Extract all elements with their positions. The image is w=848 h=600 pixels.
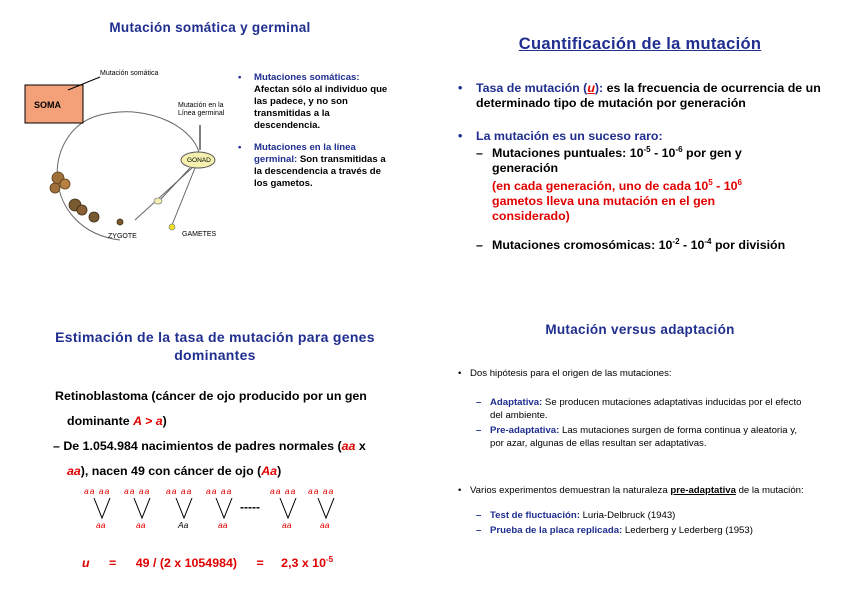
soma-label: SOMA — [34, 100, 61, 110]
germline-diagram-svg — [20, 60, 240, 250]
q4-sub-replica: – Prueba de la placa replicada: Lederberg y Lederberg (1953) — [476, 525, 753, 536]
gametes-label: GAMETES — [182, 231, 217, 238]
child-1: aa — [96, 520, 106, 530]
q4-sub-fluctuation: – Test de fluctuación: Luria-Delbruck (1943) — [476, 510, 676, 521]
child-4: aa — [218, 520, 228, 530]
gonad-label: GONAD — [187, 157, 211, 164]
parents-row-2: aa aa — [124, 486, 151, 496]
sub-point-mutations: – Mutaciones puntuales: $10^{-5} - 10^{-6}$ por gen y generación (en cada generación, uno de cada $10^5 - 10^6$ gametos lleva una mutación en el gen considerado) — [452, 146, 782, 224]
bullet-germline — [238, 142, 388, 190]
bullet-rare: • La mutación es un suceso raro: — [458, 129, 663, 143]
germline-diagram — [20, 60, 240, 250]
bullet1-text: Afectan sólo al individuo que las padece, y no son transmitidas a la descendencia. — [254, 84, 388, 131]
red-note: (en cada generación, uno de cada $10^5 - 10^6$ gametos lleva una mutación en el gen considerado) — [492, 177, 742, 223]
formula: u = 49 / (2 x 1054984) = 2,3 x $10^{-5}$ — [82, 554, 334, 570]
bullet-somatic — [238, 72, 388, 132]
bullet2-text: Son transmitidas a la descendencia a través de los gametos. — [254, 154, 386, 189]
zygote-label: ZYGOTE — [108, 233, 137, 240]
ellipsis-dashes: ----- — [240, 500, 260, 514]
q4-title: Mutación versus adaptación — [545, 322, 735, 337]
bullet1-title: Mutaciones somáticas: — [254, 72, 360, 83]
sub-chromosomal-mutations: – Mutaciones cromosómicas: $10^{-2} - 10^{-4}$ por división — [476, 236, 786, 252]
q4-sub-adaptive: – Adaptativa: Se producen mutaciones adaptativas inducidas por el efecto del ambiente. — [476, 397, 802, 421]
child-6: aa — [320, 520, 330, 530]
q3-line4: aa), nacen 49 con cáncer de ojo (Aa) — [67, 464, 282, 478]
somatic-mutation-label: Mutación somática — [100, 70, 159, 77]
formula-u: u — [82, 556, 90, 570]
parents-row-1: aa aa — [84, 486, 111, 496]
germline-mutation-label-1: Mutación en la — [178, 102, 224, 109]
q2-content — [452, 81, 822, 253]
u-symbol: u — [587, 81, 595, 95]
child-2: aa — [136, 520, 146, 530]
q1-title: Mutación somática y germinal — [109, 20, 311, 35]
q4-bullet2: • Varios experimentos demuestran la naturaleza pre-adaptativa de la mutación: — [458, 485, 804, 496]
q3-line2: dominante A > a) — [67, 414, 167, 428]
bullet-dot: • — [238, 142, 242, 153]
crosses-diagram — [80, 486, 370, 534]
q3-title: Estimación de la tasa de mutación para genes dominantes — [55, 329, 375, 363]
bullet-rate: • Tasa de mutación (u): es la frecuencia de ocurrencia de un determinado tipo de mutación por generación — [458, 81, 821, 110]
parents-row-4: aa aa — [206, 486, 233, 496]
parents-row-5: aa aa — [270, 486, 297, 496]
q3-content — [55, 384, 405, 484]
q4-bullet1: • Dos hipótesis para el origen de las mutaciones: — [458, 368, 672, 379]
child-affected: Aa — [178, 520, 189, 530]
q3-line3: – De 1.054.984 nacimientos de padres normales (aa x — [53, 439, 366, 453]
q3-line1: Retinoblastoma (cáncer de ojo producido por un gen — [55, 389, 367, 403]
q1-bullets — [238, 72, 388, 190]
parents-row-6: aa aa — [308, 486, 335, 496]
q4-content — [458, 367, 813, 537]
parents-row-3: aa aa — [166, 486, 193, 496]
q4-sub-preadaptive: – Pre-adaptativa: Las mutaciones surgen de forma continua y aleatoria y, por azar, algunas de ellas resultan ser adaptativas. — [476, 425, 797, 449]
q2-title: Cuantificación de la mutación — [518, 35, 762, 53]
child-5: aa — [282, 520, 292, 530]
bullet2-title: Mutaciones en la línea germinal: — [254, 142, 356, 165]
bullet-dot: • — [238, 72, 242, 83]
germline-mutation-label-2: Línea germinal — [178, 110, 225, 117]
